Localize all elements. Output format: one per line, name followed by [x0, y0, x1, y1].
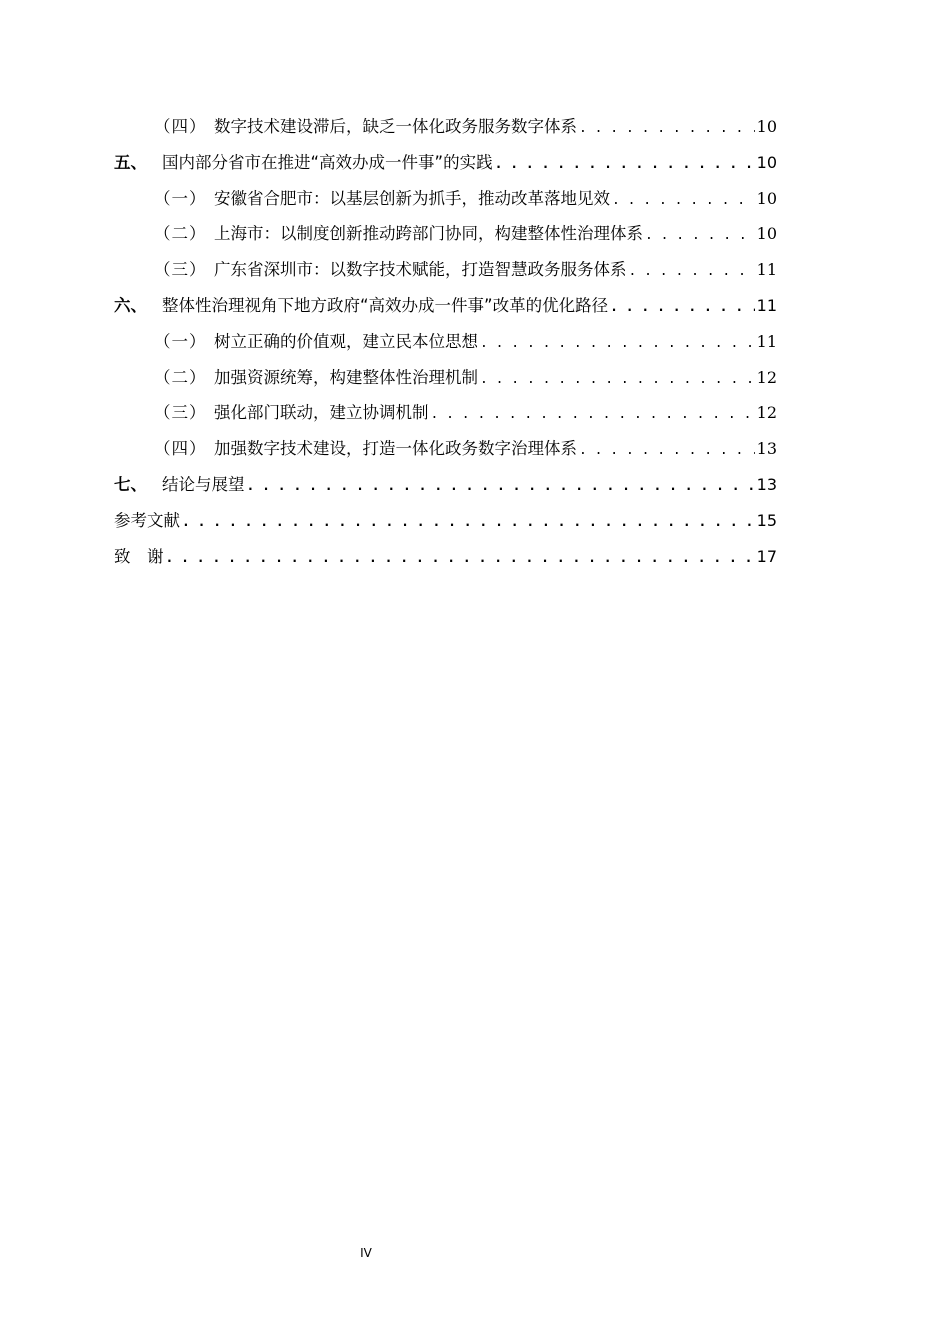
toc-dot-leader: [495, 147, 755, 181]
toc-entry-number: 五、: [114, 152, 147, 172]
toc-entry[interactable]: [114, 539, 777, 575]
toc-entry-page: 12: [756, 367, 777, 387]
toc-entry-page: 11: [756, 295, 777, 315]
toc-entry-page: 11: [756, 331, 777, 351]
toc-dot-leader: [480, 326, 755, 360]
toc-entry-number: （二）: [154, 367, 207, 387]
toc-entry-page: 10: [756, 152, 777, 172]
toc-dot-leader: [610, 290, 755, 324]
toc-entry-number: 六、: [114, 295, 147, 315]
toc-entry-title: 整体性治理视角下地方政府“高效办成一件事”改革的优化路径: [162, 295, 609, 315]
toc-entry-page: 13: [756, 439, 777, 459]
toc-dot-leader: [579, 433, 755, 467]
toc-entry-page: 13: [756, 474, 777, 494]
toc-entry-title: 数字技术建设滞后，缺乏一体化政务服务数字体系: [214, 117, 577, 136]
toc-entry-page: 11: [756, 260, 777, 280]
toc-entry-title: 安徽省合肥市：以基层创新为抓手，推动改革落地见效: [214, 188, 610, 208]
toc-entry-title: 致 谢: [114, 546, 164, 566]
toc-entry[interactable]: [114, 252, 777, 288]
toc-entry-number: 七、: [114, 474, 147, 494]
toc-entry-title: 加强数字技术建设，打造一体化政务数字治理体系: [214, 439, 577, 459]
toc-entry-title: 上海市：以制度创新推动跨部门协同，构建整体性治理体系: [214, 224, 643, 244]
toc-entry[interactable]: [114, 360, 777, 396]
toc-dot-leader: [629, 254, 755, 288]
toc-entry[interactable]: [114, 288, 777, 324]
toc-entry-title: 树立正确的价值观，建立民本位思想: [214, 331, 478, 351]
toc-entry-page: 12: [756, 403, 777, 423]
page-number: IV: [360, 1246, 372, 1260]
toc-entry-title: 参考文献: [114, 510, 180, 530]
toc-dot-leader: [612, 183, 755, 217]
toc-entry-title: 国内部分省市在推进“高效办成一件事”的实践: [162, 152, 493, 172]
toc-dot-leader: [182, 505, 755, 539]
toc-entry-title: 强化部门联动，建立协调机制: [214, 403, 429, 423]
toc-entry[interactable]: [114, 145, 777, 181]
toc-dot-leader: [579, 111, 755, 145]
toc-entry-number: （三）: [154, 260, 207, 280]
toc-entry[interactable]: [114, 503, 777, 539]
toc-entry-title: 结论与展望: [162, 474, 245, 494]
toc-dot-leader: [645, 218, 755, 252]
toc-entry-number: （一）: [154, 331, 207, 351]
toc-dot-leader: [480, 362, 755, 396]
toc-entry[interactable]: [114, 109, 777, 145]
toc-entry-page: 15: [756, 510, 777, 530]
toc-entry[interactable]: [114, 467, 777, 503]
toc-entry-title: 加强资源统筹，构建整体性治理机制: [214, 367, 478, 387]
toc-entry-title: 广东省深圳市：以数字技术赋能，打造智慧政务服务体系: [214, 260, 627, 280]
toc-entry-number: （一）: [154, 188, 207, 208]
toc-entry-page: 10: [756, 117, 777, 136]
toc-entry[interactable]: [114, 181, 777, 217]
toc-entry-page: 10: [756, 188, 777, 208]
toc-entry[interactable]: [114, 395, 777, 431]
toc-entry-number: （四）: [154, 439, 207, 459]
toc-entry-number: （四）: [154, 117, 207, 136]
toc-entry[interactable]: [114, 431, 777, 467]
toc-entry-number: （二）: [154, 224, 207, 244]
toc-dot-leader: [431, 397, 755, 431]
toc-entry-number: （三）: [154, 403, 207, 423]
toc-entry-page: 10: [756, 224, 777, 244]
toc-entry-page: 17: [756, 546, 777, 566]
toc-entry[interactable]: [114, 216, 777, 252]
table-of-contents: [114, 109, 777, 574]
toc-dot-leader: [247, 469, 755, 503]
toc-entry[interactable]: [114, 324, 777, 360]
toc-dot-leader: [166, 541, 755, 575]
